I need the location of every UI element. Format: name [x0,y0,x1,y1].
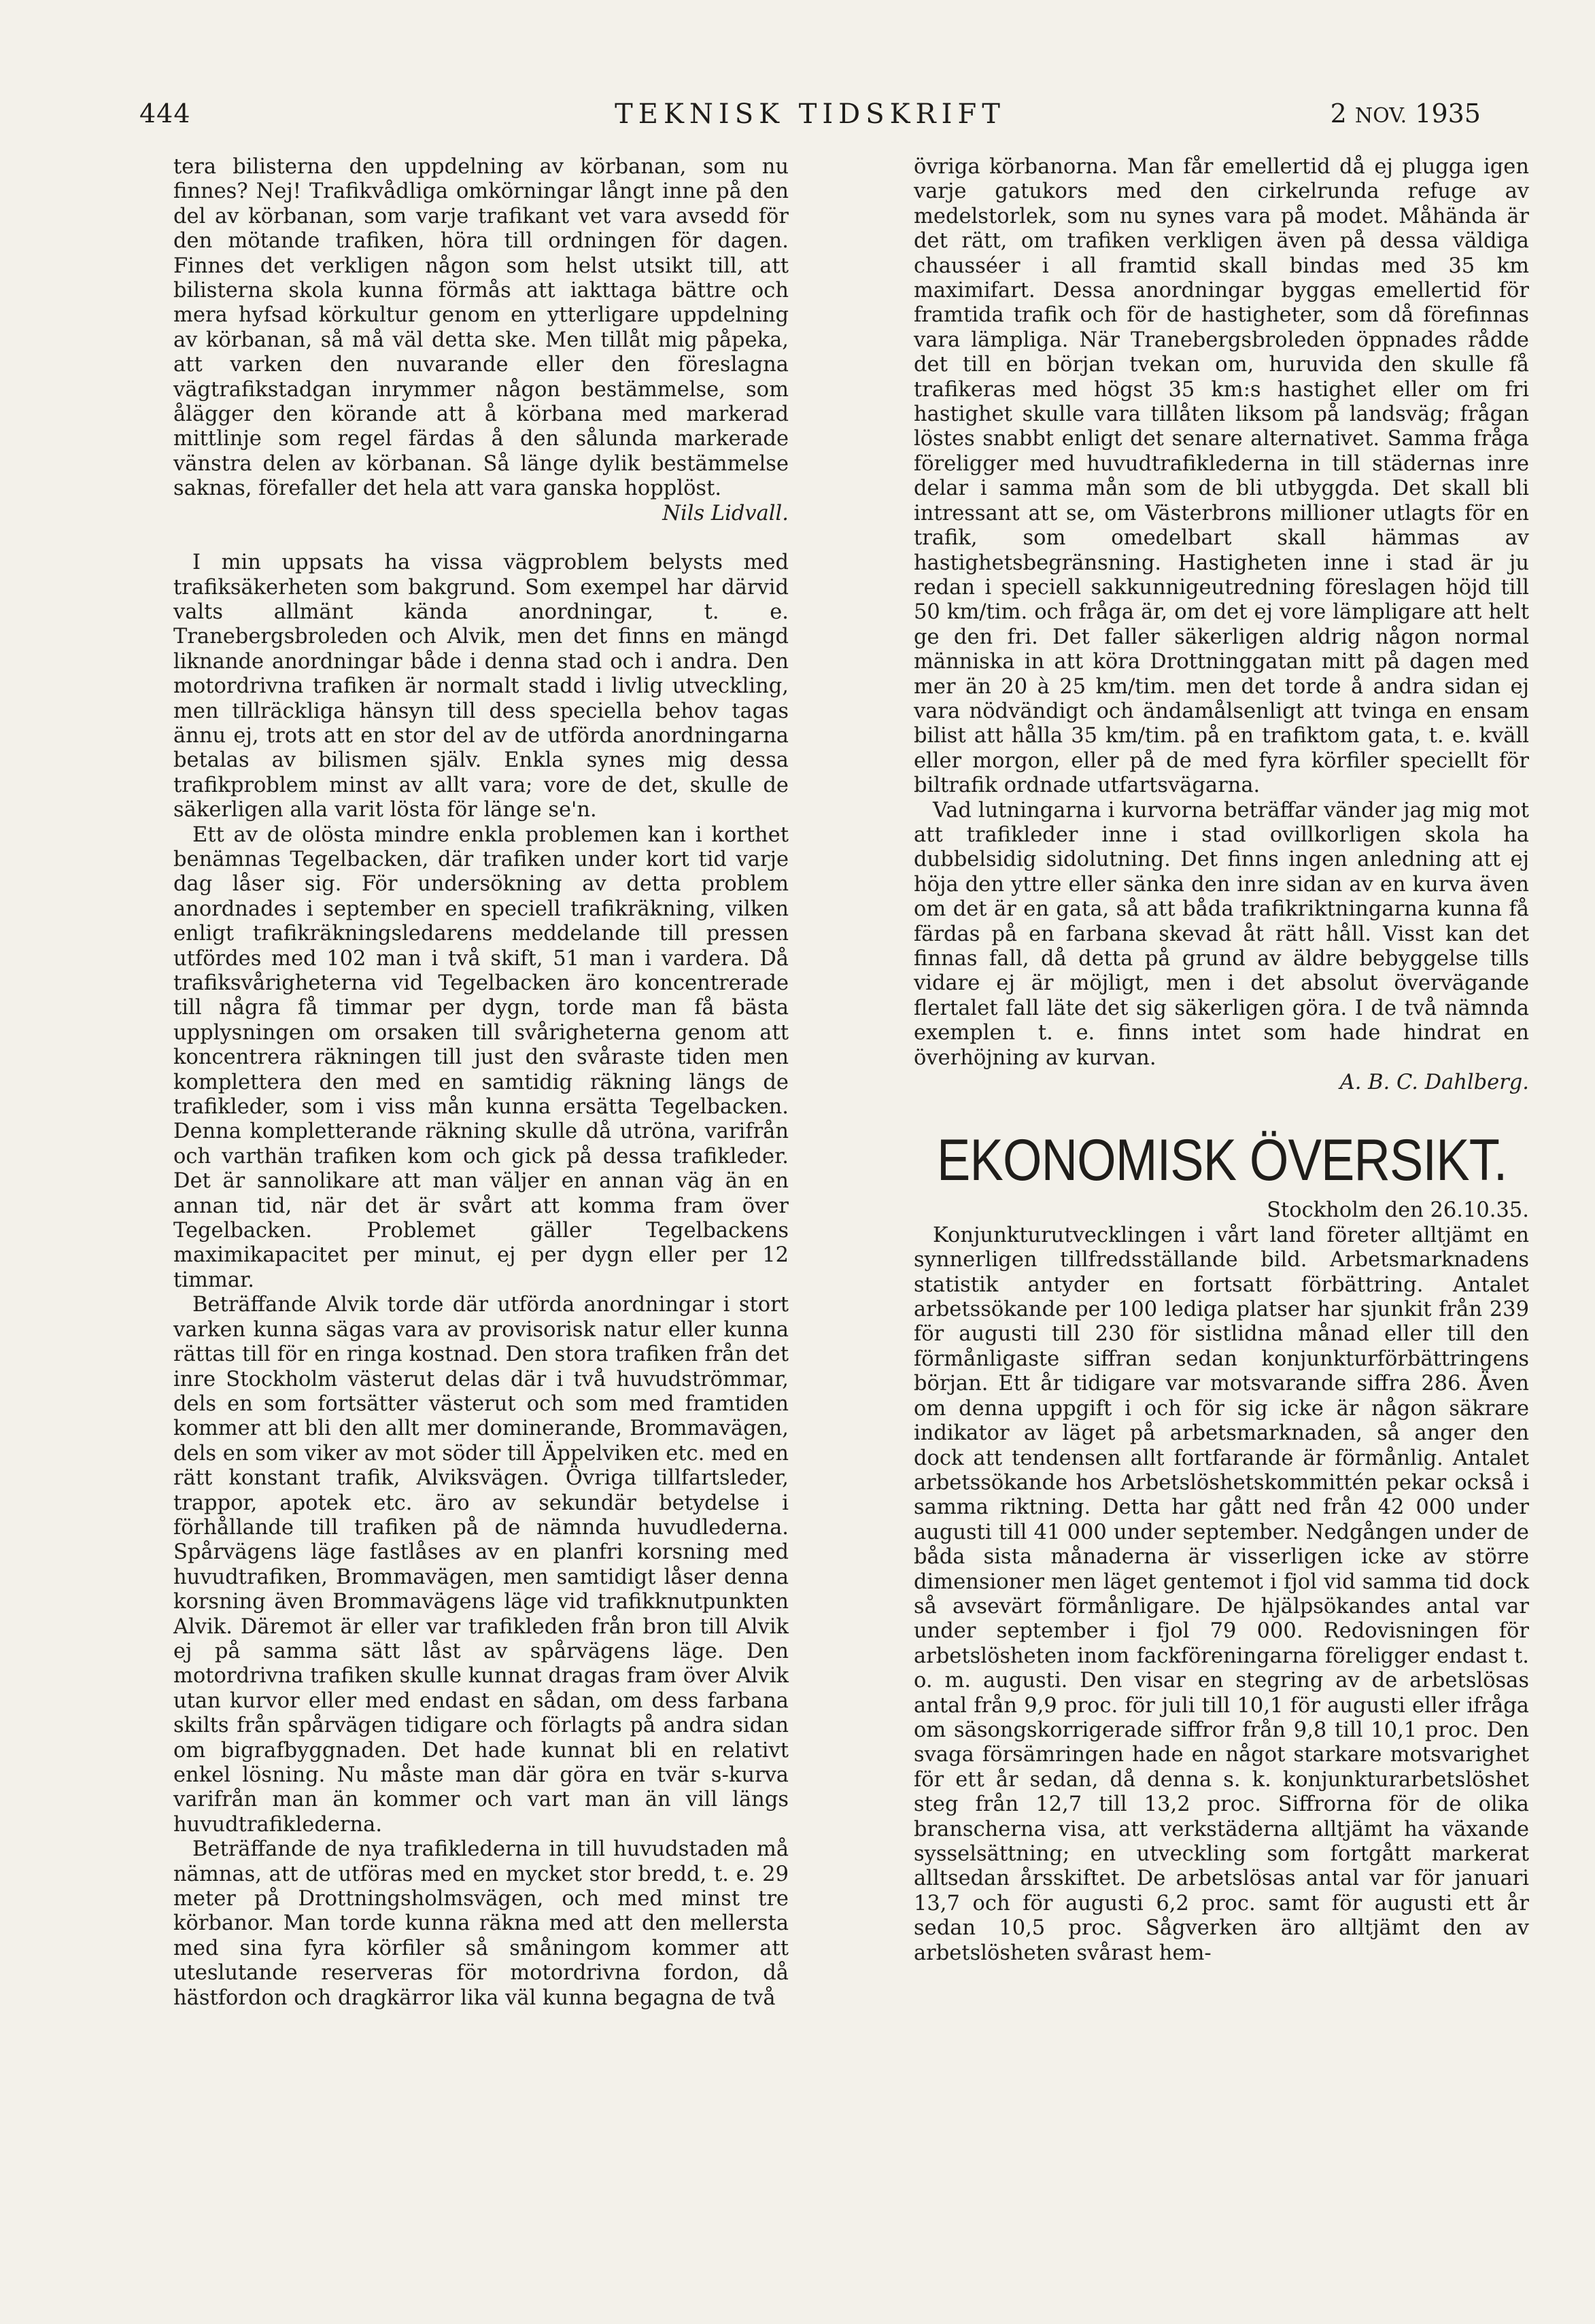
paragraph: Konjunkturutvecklingen i vårt land företer alltjämt en synnerligen tillfredsställande bild. Arbetsmarknadens statistik antyder en fortsatt förbättring. Antalet arbetssökande per 100 lediga platser har sjunkit från 239 för augusti till 230 för sistlidna månad eller till den förmånligaste siffran sedan konjunkturförbättringens början. Ett år tidigare var motsvarande siffra 286. Även om denna uppgift i och för sig icke är någon säkrare indikator av läget på arbetsmarknaden, så anger den dock att tendensen allt fortfarande är förmånlig. Antalet arbetssökande hos Arbetslöshetskommittén pekar också i samma riktning. Detta har gått ned från 42 000 under augusti till 41 000 under september. Nedgången under de båda sista månaderna är visserligen icke av större dimensioner men läget gentemot i fjol vid samma tid dock så avsevärt förmånligare. De hjälpsökandes antal var under september i fjol 79 000. Redovisningen för arbetslösheten inom fackföreningarna föreligger endast t. o. m. augusti. Den visar en stegring av de arbetslösas antal från 9,9 proc. för juli till 10,1 för augusti eller ifråga om säsongskorrigerade siffror från 9,8 till 10,1 proc. Den svaga försämringen hade en något starkare motsvarighet för ett år sedan, då denna s. k. konjunkturarbetslöshet steg från 12,7 till 13,2 proc. Siffrorna för de olika branscherna visa, att verkstäderna alltjämt ha växande sysselsättning; en utveckling som fortgått markerat alltsedan årsskiftet. De arbetslösas antal var för januari 13,7 och för augusti 6,2 proc. samt för augusti ett år sedan 10,5 proc. Sågverken äro alltjämt den av arbetslösheten svårast hem- [914,1223,1529,1965]
right-column [914,155,1529,1966]
author-signature: A. B. C. Dahlberg. [1339,1071,1529,1095]
left-column [173,155,789,2011]
page-header [139,99,1481,139]
author-signature: Nils Lidvall. [662,501,789,525]
issue-month: NOV. [1354,104,1407,128]
page-number: 444 [139,99,191,128]
paragraph: Ett av de olösta mindre enkla problemen kan i korthet benämnas Tegelbacken, där trafiken under kort tid varje dag låser sig. För undersökning av detta problem anordnades i september en speciell trafikräkning, vilken enligt trafikräkningsledarens meddelande till pressen utfördes med 102 man i två skift, 51 man i vardera. Då trafiksvårigheterna vid Tegelbacken äro koncentrerade till några få timmar per dygn, torde man få bästa upplysningen om orsaken till svårigheterna genom att koncentrera räkningen till just den svåraste tiden men komplettera den med en samtidig räkning längs de trafikleder, som i viss mån kunna ersätta Tegelbacken. Denna kompletterande räkning skulle då utröna, varifrån och varthän trafiken kom och gick på dessa trafikleder. Det är sannolikare att man väljer en annan väg än en annan tid, när det är svårt att komma fram över Tegelbacken. Problemet gäller Tegelbackens maximikapacitet per minut, ej per dygn eller per 12 timmar. [173,822,789,1292]
issue-date [1331,99,1481,128]
section-heading: EKONOMISK ÖVERSIKT. [937,1128,1507,1194]
paragraph: övriga körbanorna. Man får emellertid då ej plugga igen varje gatukors med den cirkelrunda refuge av medelstorlek, som nu synes vara på modet. Måhända är det rätt, om trafiken verkligen även på dessa väldiga chausséer i all framtid skall bindas med 35 km maximifart. Dessa anordningar byggas emellertid för framtida trafik och för de hastigheter, som då förefinnas vara lämpliga. När Tranebergsbroleden öppnades rådde det till en början tvekan om, huruvida den skulle få trafikeras med högst 35 km:s hastighet eller om fri hastighet skulle vara tillåten liksom på landsväg; frågan löstes snabbt enligt det senare alternativet. Samma fråga föreligger med huvudtrafiklederna in till städernas inre delar i samma mån som de bli utbyggda. Det skall bli intressant att se, om Västerbrons millioner utlagts för en trafik, som omedelbart skall hämmas av hastighetsbegränsning. Hastigheten inne i stad är ju redan i speciell sakkunnigeutredning föreslagen höjd till 50 km/tim. och fråga är, om det ej vore lämpligare att helt ge den fri. Det faller säkerligen aldrig någon normal människa in att köra Drottninggatan mitt på dagen med mer än 20 à 25 km/tim. men det torde å andra sidan ej vara nödvändigt och ändamålsenligt att tvinga en ensam bilist att hålla 35 km/tim. på en trafiktom gata, t. e. kväll eller morgon, eller på de med fyra körfiler speciellt för biltrafik ordnade utfartsvägarna. [914,155,1529,798]
paragraph: Beträffande Alvik torde där utförda anordningar i stort varken kunna sägas vara av provisorisk natur eller kunna rättas till för en ringa kostnad. Den stora trafiken från det inre Stockholm västerut delas där i två huvudströmmar, dels en som fortsätter västerut och som med framtiden kommer att bli den allt mer dominerande, Brommavägen, dels en som viker av mot söder till Äppelviken etc. med en rätt konstant trafik, Alviksvägen. Övriga tillfartsleder, trappor, apotek etc. äro av sekundär betydelse i förhållande till trafiken på de nämnda huvudlederna. Spårvägens läge fastlåses av en planfri korsning med huvudtrafiken, Brommavägen, men samtidigt låser denna korsning även Brommavägens läge vid trafikknutpunkten Alvik. Däremot är eller var trafikleden från bron till Alvik ej på samma sätt låst av spårvägens läge. Den motordrivna trafiken skulle kunnat dragas fram över Alvik utan kurvor eller med endast en sådan, om dess farbana skilts från spårvägen tidigare och förlagts på andra sidan om bigrafbyggnaden. Det hade kunnat bli en relativt enkel lösning. Nu måste man där göra en tvär s-kurva varifrån man än kommer och vart man än vill längs huvudtrafiklederna. [173,1293,789,1837]
journal-title: TEKNISK TIDSKRIFT [615,99,1006,130]
issue-year: 1935 [1415,99,1481,128]
paragraph: Beträffande de nya trafiklederna in till huvudstaden må nämnas, att de utföras med en mycket stor bredd, t. e. 29 meter på Drottningsholmsvägen, och med minst tre körbanor. Man torde kunna räkna med att den mellersta med sina fyra körfiler så småningom kommer att uteslutande reserveras för motordrivna fordon, då hästfordon och dragkärror lika väl kunna begagna de två [173,1837,789,2010]
issue-day: 2 [1330,99,1347,128]
paragraph: tera bilisterna den uppdelning av körbanan, som nu finnes? Nej! Trafikvådliga omkörningar långt inne på den del av körbanan, som varje trafikant vet vara avsedd för den mötande trafiken, höra till ordningen för dagen. Finnes det verkligen någon som helst utsikt till, att bilisterna skola kunna förmås att iakttaga bättre och mera hyfsad körkultur genom en ytterligare uppdelning av körbanan, så må väl detta ske. Men tillåt mig påpeka, att varken den nuvarande eller den föreslagna vägtrafikstadgan inrymmer någon bestämmelse, som ålägger den körande att å körbana med markerad mittlinje som regel färdas å den sålunda markerade vänstra delen av körbanan. Så länge dylik bestämmelse saknas, förefaller det hela att vara ganska hopplöst. [173,155,789,501]
paragraph: Vad lutningarna i kurvorna beträffar vänder jag mig mot att trafikleder inne i stad ovillkorligen skola ha dubbelsidig sidolutning. Det finns ingen anledning att ej höja den yttre eller sänka den inre sidan av en kurva även om det är en gata, så att båda trafikriktningarna kunna få färdas på en farbana skevad åt rätt håll. Visst kan det finnas fall, då detta på grund av äldre bebyggelse tills vidare ej är möjligt, men i det absolut övervägande flertalet fall läte det sig säkerligen göra. I de två nämnda exemplen t. e. finns intet som hade hindrat en överhöjning av kurvan. [914,798,1529,1070]
dateline: Stockholm den 26.10.35. [1267,1198,1529,1223]
paragraph: I min uppsats ha vissa vägproblem belysts med trafiksäkerheten som bakgrund. Som exempel har därvid valts allmänt kända anordningar, t. e. Tranebergsbroleden och Alvik, men det finns en mängd liknande anordningar både i denna stad och i andra. Den motordrivna trafiken är normalt stadd i livlig utveckling, men tillräckliga hänsyn till dess speciella behov tagas ännu ej, trots att en stor del av de utförda anordningarna betalas av bilismen själv. Enkla synes mig dessa trafikproblem minst av allt vara; vore de det, skulle de säkerligen alla varit lösta för länge se'n. [173,551,789,822]
